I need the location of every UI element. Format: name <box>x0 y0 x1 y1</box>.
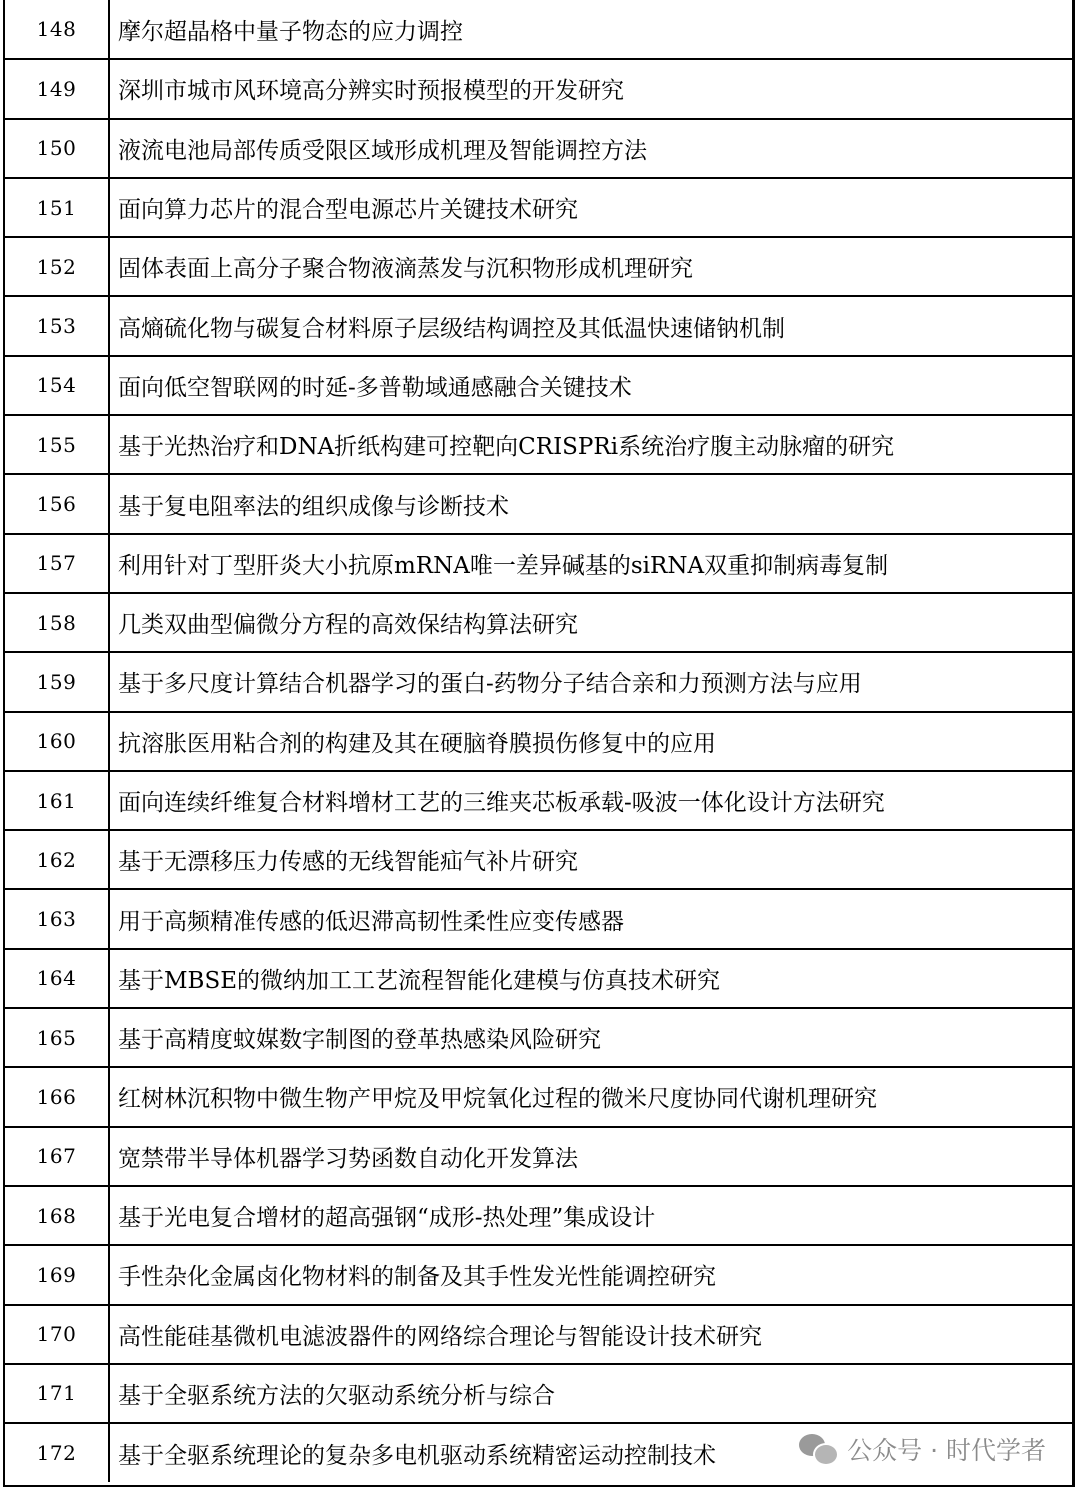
row-number: 162 <box>5 830 109 889</box>
project-title: 基于MBSE的微纳加工工艺流程智能化建模与仿真技术研究 <box>109 949 1072 1008</box>
project-title: 基于复电阻率法的组织成像与诊断技术 <box>109 474 1072 533</box>
row-number: 157 <box>5 534 109 593</box>
row-number: 151 <box>5 178 109 237</box>
project-title: 摩尔超晶格中量子物态的应力调控 <box>109 0 1072 59</box>
row-number: 165 <box>5 1008 109 1067</box>
row-number: 168 <box>5 1186 109 1245</box>
table-row <box>5 296 1072 355</box>
project-title: 高性能硅基微机电滤波器件的网络综合理论与智能设计技术研究 <box>109 1305 1072 1364</box>
project-title: 深圳市城市风环境高分辨实时预报模型的开发研究 <box>109 59 1072 118</box>
project-title: 基于高精度蚊媒数字制图的登革热感染风险研究 <box>109 1008 1072 1067</box>
project-title: 基于光热治疗和DNA折纸构建可控靶向CRISPRi系统治疗腹主动脉瘤的研究 <box>109 415 1072 474</box>
project-table <box>3 0 1075 1487</box>
row-number: 152 <box>5 237 109 296</box>
row-number: 170 <box>5 1305 109 1364</box>
project-title: 高熵硫化物与碳复合材料原子层级结构调控及其低温快速储钠机制 <box>109 296 1072 355</box>
table-row <box>5 1008 1072 1067</box>
row-number: 153 <box>5 296 109 355</box>
table-row <box>5 1305 1072 1364</box>
project-title: 用于高频精准传感的低迟滞高韧性柔性应变传感器 <box>109 889 1072 948</box>
project-title: 固体表面上高分子聚合物液滴蒸发与沉积物形成机理研究 <box>109 237 1072 296</box>
table-row <box>5 830 1072 889</box>
project-title: 抗溶胀医用粘合剂的构建及其在硬脑脊膜损伤修复中的应用 <box>109 712 1072 771</box>
row-number: 161 <box>5 771 109 830</box>
row-number: 172 <box>5 1423 109 1482</box>
project-title: 几类双曲型偏微分方程的高效保结构算法研究 <box>109 593 1072 652</box>
row-number: 159 <box>5 652 109 711</box>
row-number: 150 <box>5 119 109 178</box>
project-title: 面向连续纤维复合材料增材工艺的三维夹芯板承载-吸波一体化设计方法研究 <box>109 771 1072 830</box>
project-title: 宽禁带半导体机器学习势函数自动化开发算法 <box>109 1127 1072 1186</box>
table-row <box>5 949 1072 1008</box>
table-row <box>5 534 1072 593</box>
row-number: 154 <box>5 356 109 415</box>
table-row <box>5 178 1072 237</box>
project-title: 红树林沉积物中微生物产甲烷及甲烷氧化过程的微米尺度协同代谢机理研究 <box>109 1067 1072 1126</box>
project-title: 基于多尺度计算结合机器学习的蛋白-药物分子结合亲和力预测方法与应用 <box>109 652 1072 711</box>
project-title: 基于光电复合增材的超高强钢“成形-热处理”集成设计 <box>109 1186 1072 1245</box>
row-number: 167 <box>5 1127 109 1186</box>
table-row <box>5 652 1072 711</box>
table-row <box>5 356 1072 415</box>
project-title: 手性杂化金属卤化物材料的制备及其手性发光性能调控研究 <box>109 1245 1072 1304</box>
project-title: 面向低空智联网的时延-多普勒域通感融合关键技术 <box>109 356 1072 415</box>
row-number: 158 <box>5 593 109 652</box>
project-title: 基于全驱系统方法的欠驱动系统分析与综合 <box>109 1364 1072 1423</box>
table-row <box>5 415 1072 474</box>
row-number: 155 <box>5 415 109 474</box>
wechat-icon <box>799 1434 837 1464</box>
row-number: 163 <box>5 889 109 948</box>
row-number: 148 <box>5 0 109 59</box>
row-number: 169 <box>5 1245 109 1304</box>
table-row <box>5 474 1072 533</box>
table-row <box>5 1127 1072 1186</box>
table-row <box>5 771 1072 830</box>
row-number: 164 <box>5 949 109 1008</box>
row-number: 160 <box>5 712 109 771</box>
table-row <box>5 1245 1072 1304</box>
row-number: 149 <box>5 59 109 118</box>
row-number: 156 <box>5 474 109 533</box>
project-title: 面向算力芯片的混合型电源芯片关键技术研究 <box>109 178 1072 237</box>
watermark-text: 公众号 · 时代学者 <box>847 1436 1046 1465</box>
table-row <box>5 1186 1072 1245</box>
table-row <box>5 1364 1072 1423</box>
project-title: 利用针对丁型肝炎大小抗原mRNA唯一差异碱基的siRNA双重抑制病毒复制 <box>109 534 1072 593</box>
project-title: 基于无漂移压力传感的无线智能疝气补片研究 <box>109 830 1072 889</box>
table-row <box>5 119 1072 178</box>
project-title: 基于全驱系统理论的复杂多电机驱动系统精密运动控制技术 <box>118 1442 716 1469</box>
project-list <box>5 0 1072 1482</box>
table-row <box>5 593 1072 652</box>
table-row <box>5 237 1072 296</box>
row-number: 166 <box>5 1067 109 1126</box>
table-row <box>5 59 1072 118</box>
table-row <box>5 712 1072 771</box>
table-row <box>5 889 1072 948</box>
table-row <box>5 1067 1072 1126</box>
table-row <box>5 0 1072 59</box>
watermark <box>799 1431 1046 1467</box>
project-title: 液流电池局部传质受限区域形成机理及智能调控方法 <box>109 119 1072 178</box>
row-number: 171 <box>5 1364 109 1423</box>
